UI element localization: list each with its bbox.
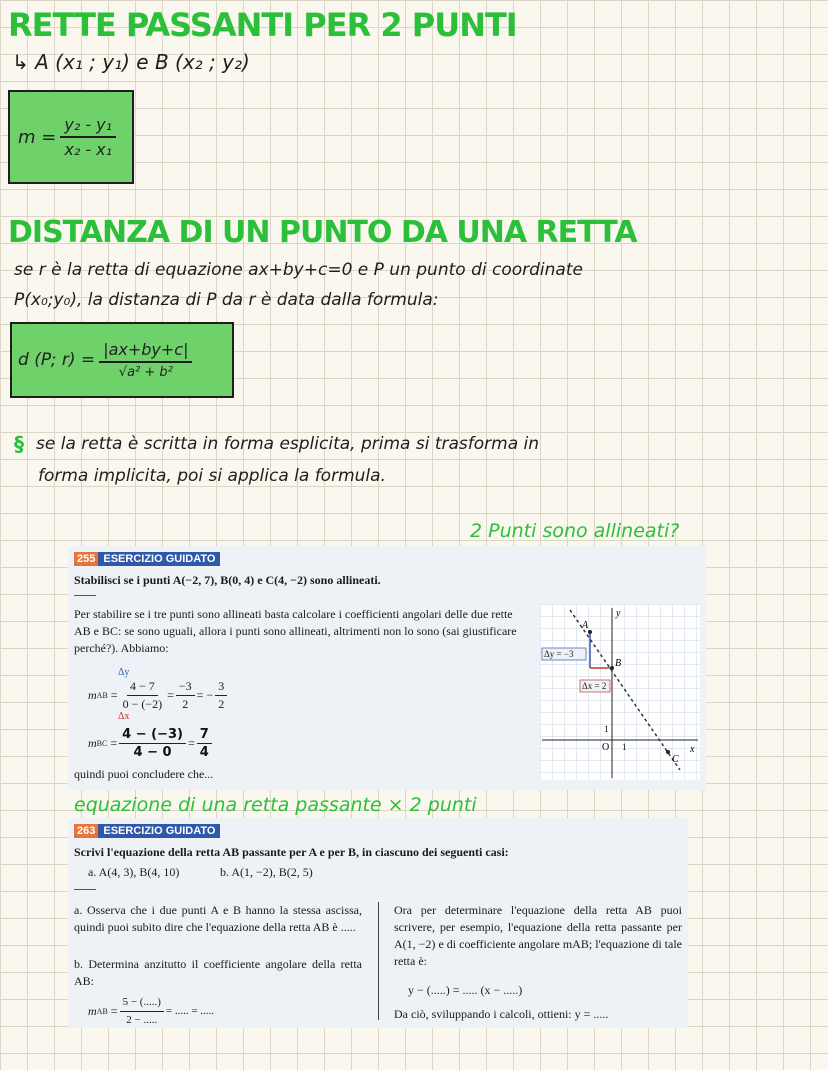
y-unit-label: 1	[604, 724, 609, 734]
exercise-255-number: 255	[74, 552, 98, 566]
exercise-255-panel	[68, 546, 706, 790]
exercise-263-number: 263	[74, 824, 98, 838]
mbc-subscript: BC	[96, 739, 108, 748]
exercise-263-right-p1: Ora per determinare l'equazione della retta AB puoi scrivere, per esempio, l'equazione della retta passante per A(1, −2) e di coefficiente angolare mAB; l'equazione di tale retta è:	[394, 903, 682, 968]
mab-den-3: 2	[218, 697, 225, 711]
mbc-symbol: m	[88, 736, 97, 750]
exercise-263-right-p2: Da ciò, sviluppando i calcoli, ottieni: y = .....	[394, 1007, 609, 1021]
mab-fraction-2	[176, 678, 195, 713]
exercise-255-header	[74, 550, 220, 568]
points-definition: ↳ A (x₁ ; y₁) e B (x₂ ; y₂)	[12, 50, 250, 74]
mbc-res-den: 4	[199, 745, 209, 760]
mab-result-sign: = −	[196, 688, 214, 702]
delta-y-box-text: Δy = −3	[544, 649, 574, 659]
exercise-263-left-b: b. Determina anzitutto il coefficiente angolare della retta AB:	[74, 957, 362, 988]
exercise-263-panel	[68, 818, 688, 1028]
origin-label: O	[602, 742, 610, 753]
mab-fraction-3	[215, 678, 227, 713]
exercise-255-prompt: Stabilisci se i punti A(−2, 7), B(0, 4) e C(4, −2) sono allineati.	[74, 573, 381, 587]
exercise-263-mab-den: 2 − .....	[126, 1014, 158, 1026]
mab-subscript: AB	[96, 691, 108, 700]
section-title-line-through-two-points: equazione di una retta passante × 2 punti	[74, 794, 477, 816]
mab-den-1: 0 − (−2)	[122, 697, 163, 711]
distance-text-line2: P(x₀;y₀), la distanza di P da r è data dalla formula:	[14, 290, 439, 310]
exercise-263-prompt: Scrivi l'equazione della retta AB passante per A e per B, in ciascuno dei seguenti casi:	[74, 845, 509, 859]
slope-numerator: y₂ - y₁	[60, 115, 116, 138]
exercise-263-mab-fraction	[120, 994, 164, 1029]
exercise-263-mab: m AB = $\frac{5 - (.....)}{2 - .....}$ = ..... = .....	[88, 994, 214, 1029]
y-axis-label: y	[616, 608, 621, 619]
slope-formula-box	[8, 90, 134, 184]
alignment-graph	[540, 604, 700, 780]
slope-fraction	[60, 115, 116, 159]
point-a-marker	[588, 630, 592, 634]
mab-symbol: m	[88, 688, 97, 702]
mbc-fraction-1	[119, 726, 186, 761]
section-title-distance: DISTANZA DI UN PUNTO DA UNA RETTA	[8, 215, 637, 250]
exercise-263-mab-tail: = ..... = .....	[165, 1005, 215, 1017]
mbc-res-num: 7	[197, 726, 212, 744]
mbc-num: 4 − (−3)	[119, 726, 186, 744]
point-b-marker	[610, 666, 614, 670]
slope-denominator: x₂ - x₁	[64, 140, 113, 159]
point-c-label: C	[672, 754, 679, 765]
mab-calculation: Δy Δx m AB = $\frac{4 - 7}{0 - (-2)}$ = $\frac{-3}{2}$ = − $\frac{3}{2}$	[88, 664, 348, 724]
distance-formula-lhs: d (P; r) =	[18, 350, 96, 370]
x-unit-label: 1	[622, 742, 627, 752]
delta-x-label: Δx	[118, 711, 130, 722]
section-title-two-points: RETTE PASSANTI PER 2 PUNTI	[8, 6, 517, 44]
exercise-263-left-a: a. Osserva che i due punti A e B hanno la stessa ascissa, quindi puoi subito dire che l'equazione della retta AB è .....	[74, 903, 362, 934]
mbc-den: 4 − 0	[133, 745, 172, 760]
point-c-marker	[666, 750, 670, 754]
divider	[74, 889, 96, 890]
distance-fraction	[99, 340, 192, 380]
mab-fraction-1	[120, 678, 166, 713]
exercise-263-header	[74, 822, 220, 840]
exercise-255-label: ESERCIZIO GUIDATO	[98, 552, 220, 566]
distance-denominator: √a² + b²	[118, 365, 173, 380]
delta-x-box-text: Δx = 2	[582, 681, 607, 691]
point-b-label: B	[615, 658, 622, 669]
exercise-255-body: Per stabilire se i tre punti sono allineati basta calcolare i coefficienti angolari delle due rette AB e BC: se sono uguali, allora i punti sono allineati, altrimenti non lo sono (sai giustificare perché?). Abbiamo:	[74, 607, 517, 655]
note-marker-icon: §	[14, 432, 24, 456]
divider	[74, 595, 96, 596]
aligned-question: 2 Punti sono allineati?	[470, 520, 680, 542]
exercise-263-case-a: a. A(4, 3), B(4, 10)	[88, 865, 180, 879]
distance-text-line1: se r è la retta di equazione ax+by+c=0 e P un punto di coordinate	[14, 260, 583, 280]
column-divider	[378, 902, 379, 1020]
delta-y-label: Δy	[118, 667, 130, 678]
distance-numerator: |ax+by+c|	[99, 340, 192, 363]
conclusion-text: quindi puoi concludere che...	[74, 767, 214, 781]
exercise-263-right-eq: y − (.....) = ..... (x − .....)	[408, 983, 523, 997]
point-a-label: A	[582, 620, 589, 631]
distance-formula-box	[10, 322, 234, 398]
mbc-fraction-2	[197, 726, 212, 761]
explicit-form-note-line1: se la retta è scritta in forma esplicita, prima si trasforma in	[36, 434, 540, 454]
mab-den-2: 2	[182, 697, 189, 711]
mab-num-3: 3	[215, 678, 227, 696]
slope-formula-lhs: m =	[18, 126, 57, 148]
exercise-263-case-b: b. A(1, −2), B(2, 5)	[220, 865, 313, 879]
x-axis-label: x	[690, 744, 695, 755]
explicit-form-note-line2: forma implicita, poi si applica la formula.	[38, 466, 386, 486]
exercise-263-mab-num: 5 − (.....)	[120, 994, 164, 1012]
mab-num-2: −3	[176, 678, 195, 696]
mab-num-1: 4 − 7	[127, 678, 158, 696]
mbc-calculation: m BC = $\frac{4 - (-3)}{4 - 0}$ = $\frac{7}{4}$	[88, 726, 214, 761]
exercise-263-label: ESERCIZIO GUIDATO	[98, 824, 220, 838]
